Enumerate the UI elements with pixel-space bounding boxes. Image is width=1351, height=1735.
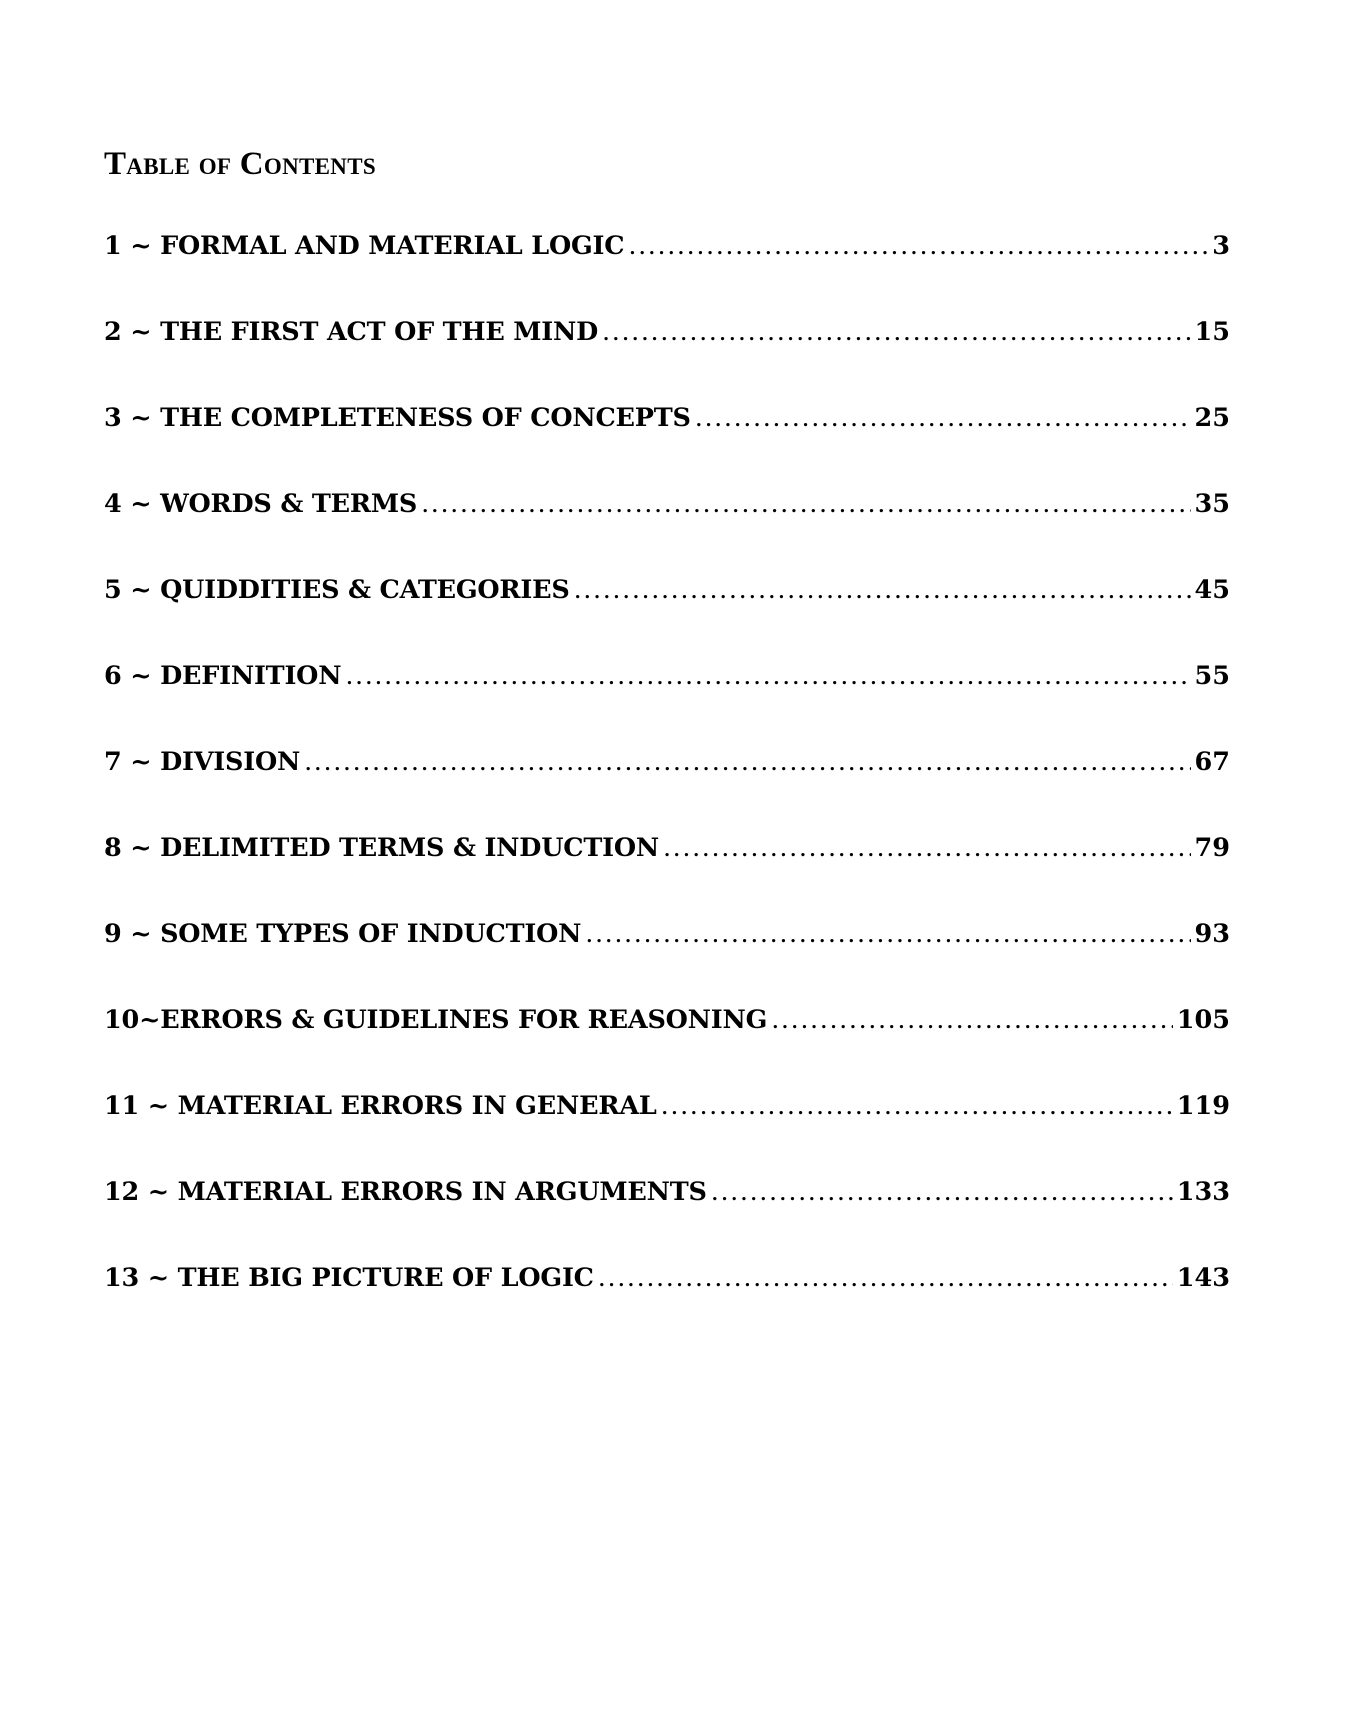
dot-leader	[585, 914, 1190, 954]
dot-leader	[711, 1172, 1173, 1212]
toc-list	[104, 226, 1230, 1344]
dot-leader	[598, 1258, 1173, 1298]
toc-entry-title: 12 ~ MATERIAL ERRORS IN ARGUMENTS	[104, 1177, 707, 1207]
dot-leader	[602, 312, 1190, 352]
toc-entry-page-number: 93	[1194, 919, 1230, 949]
dot-leader	[628, 226, 1208, 266]
toc-entry[interactable]	[104, 1172, 1230, 1258]
toc-entry-page-number: 119	[1176, 1091, 1230, 1121]
toc-entry[interactable]	[104, 828, 1230, 914]
toc-entry-title: 13 ~ THE BIG PICTURE OF LOGIC	[104, 1263, 594, 1293]
dot-leader	[574, 570, 1191, 610]
dot-leader	[661, 1086, 1173, 1126]
toc-heading: Table of Contents	[104, 146, 376, 182]
toc-entry-page-number: 133	[1176, 1177, 1230, 1207]
toc-entry-page-number: 79	[1194, 833, 1230, 863]
dot-leader	[421, 484, 1190, 524]
dot-leader	[771, 1000, 1173, 1040]
toc-entry-title: 6 ~ DEFINITION	[104, 661, 342, 691]
toc-entry[interactable]	[104, 1086, 1230, 1172]
toc-entry-title: 2 ~ THE FIRST ACT OF THE MIND	[104, 317, 599, 347]
toc-entry-page-number: 3	[1212, 231, 1230, 261]
dot-leader	[304, 742, 1190, 782]
toc-entry-title: 7 ~ DIVISION	[104, 747, 301, 777]
toc-entry-title: 5 ~ QUIDDITIES & CATEGORIES	[104, 575, 570, 605]
dot-leader	[345, 656, 1190, 696]
toc-entry-page-number: 25	[1194, 403, 1230, 433]
toc-entry[interactable]	[104, 226, 1230, 312]
toc-entry[interactable]	[104, 484, 1230, 570]
toc-entry[interactable]	[104, 742, 1230, 828]
toc-entry[interactable]	[104, 914, 1230, 1000]
toc-entry[interactable]	[104, 570, 1230, 656]
toc-entry[interactable]	[104, 1000, 1230, 1086]
toc-entry-title: 3 ~ THE COMPLETENESS OF CONCEPTS	[104, 403, 691, 433]
toc-entry-title: 9 ~ SOME TYPES OF INDUCTION	[104, 919, 582, 949]
toc-entry-page-number: 35	[1194, 489, 1230, 519]
toc-entry-title: 11 ~ MATERIAL ERRORS IN GENERAL	[104, 1091, 657, 1121]
toc-entry-page-number: 15	[1194, 317, 1230, 347]
dot-leader	[663, 828, 1191, 868]
toc-entry-page-number: 45	[1194, 575, 1230, 605]
toc-entry-page-number: 105	[1176, 1005, 1230, 1035]
dot-leader	[695, 398, 1191, 438]
toc-entry-page-number: 67	[1194, 747, 1230, 777]
toc-entry-title: 1 ~ FORMAL AND MATERIAL LOGIC	[104, 231, 625, 261]
toc-entry-page-number: 143	[1176, 1263, 1230, 1293]
toc-entry-title: 10~ERRORS & GUIDELINES FOR REASONING	[104, 1005, 768, 1035]
toc-entry-title: 8 ~ DELIMITED TERMS & INDUCTION	[104, 833, 659, 863]
toc-entry-page-number: 55	[1194, 661, 1230, 691]
toc-entry[interactable]	[104, 656, 1230, 742]
toc-entry[interactable]	[104, 312, 1230, 398]
toc-entry[interactable]	[104, 398, 1230, 484]
toc-entry[interactable]	[104, 1258, 1230, 1344]
toc-entry-title: 4 ~ WORDS & TERMS	[104, 489, 418, 519]
